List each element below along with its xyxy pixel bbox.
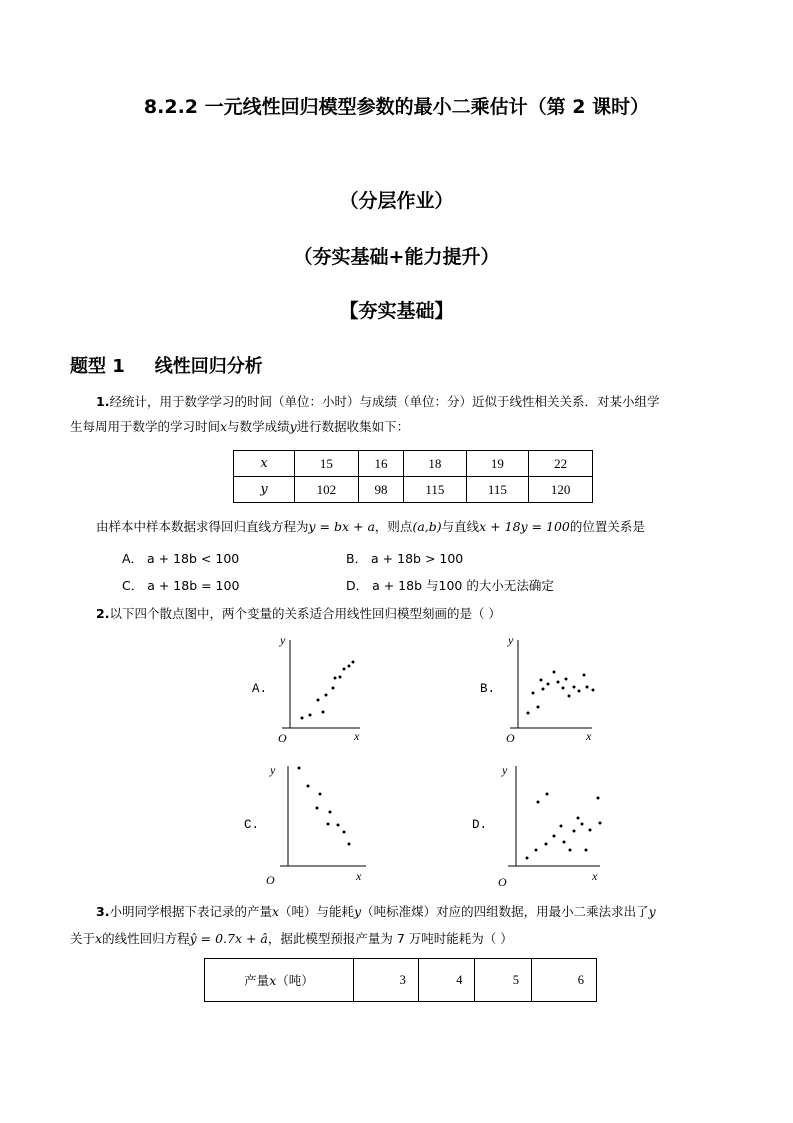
x-axis-label: x	[592, 869, 598, 883]
q1-option-a[interactable]: A． a + 18b < 100	[122, 551, 240, 566]
data-point	[560, 825, 563, 828]
data-point	[352, 661, 355, 664]
data-point	[329, 811, 332, 814]
data-point	[563, 841, 566, 844]
q2-number: 2.	[96, 606, 110, 621]
origin-label: O	[506, 731, 515, 745]
data-point	[322, 711, 325, 714]
table-cell: 6	[532, 959, 597, 1002]
table-cell: 22	[529, 451, 593, 477]
data-point	[301, 717, 304, 720]
table-cell: 5	[475, 959, 532, 1002]
data-point	[343, 831, 346, 834]
q1-var-y: y	[289, 419, 297, 434]
y-axis-label: y	[502, 763, 508, 777]
q3-var-x-2: x	[95, 931, 103, 946]
q3-var-x: x	[271, 904, 280, 919]
q1-line1	[96, 389, 736, 414]
section-heading	[70, 352, 263, 378]
q1-line2	[70, 414, 730, 439]
data-point	[592, 689, 595, 692]
data-point	[309, 714, 312, 717]
table-cell: 18	[404, 451, 466, 477]
q1-var-x: x	[220, 419, 228, 434]
data-point	[327, 823, 330, 826]
data-point	[568, 695, 571, 698]
q3-data-table	[204, 958, 597, 1002]
section-name: 线性回归分析	[154, 356, 263, 377]
data-point	[547, 683, 550, 686]
data-point	[339, 676, 342, 679]
data-point	[535, 849, 538, 852]
table-cell: 120	[529, 477, 593, 503]
data-point	[334, 677, 337, 680]
table-header-cell	[205, 959, 354, 1002]
subtitle-levels: （夯实基础+能力提升）	[293, 246, 500, 268]
q1-text1: 经统计，用于数学学习的时间（单位：小时）与成绩（单位：分）近似于线性相关关系．对某小组学	[109, 394, 660, 409]
x-axis-label: x	[356, 869, 362, 883]
origin-label: O	[266, 873, 275, 887]
q3-line2	[70, 926, 730, 951]
q1-text3d: 的位置关系是	[569, 519, 645, 534]
q2-text: 以下四个散点图中，两个变量的关系适合用线性回归模型刻画的是（ ）	[109, 606, 501, 621]
data-point	[578, 690, 581, 693]
data-point	[553, 835, 556, 838]
subtitle-layered-homework: （分层作业）	[339, 190, 454, 212]
data-point	[589, 829, 592, 832]
q3-text2c: ，据此模型预报产量为 7 万吨时能耗为（ ）	[267, 931, 513, 946]
q3-var-y-2: y	[648, 904, 656, 919]
table-cell: 98	[358, 477, 403, 503]
table-cell: 102	[295, 477, 359, 503]
data-point	[553, 671, 556, 674]
section-label: 题型 1	[70, 356, 125, 377]
y-axis-label: y	[508, 633, 514, 647]
table-header-unit: （吨）	[276, 973, 314, 988]
table-cell: 3	[353, 959, 418, 1002]
data-point	[583, 674, 586, 677]
data-point	[537, 801, 540, 804]
origin-label: O	[278, 731, 287, 745]
table-row	[234, 451, 593, 477]
q1-text3a: 由样本中样本数据求得回归直线方程为	[96, 519, 309, 534]
origin-label: O	[498, 875, 507, 888]
q1-option-c[interactable]: C． a + 18b = 100	[122, 578, 240, 593]
q1-option-d[interactable]: D． a + 18b 与100 的大小无法确定	[346, 578, 554, 593]
table-cell: 16	[358, 451, 403, 477]
q2-label-a[interactable]: A.	[252, 682, 268, 696]
table-cell: 4	[418, 959, 475, 1002]
q3-line1	[96, 899, 746, 924]
data-point	[597, 797, 600, 800]
scatter-plot-c	[262, 756, 372, 888]
q3-number: 3.	[96, 904, 110, 919]
q1-number: 1.	[96, 394, 110, 409]
q2-label-b[interactable]: B.	[480, 682, 496, 696]
q3-var-y: y	[354, 904, 362, 919]
data-point	[325, 694, 328, 697]
q2-label-c[interactable]: C.	[244, 818, 260, 832]
q3-text2b: 的线性回归方程	[102, 931, 190, 946]
q2-label-d[interactable]: D.	[472, 818, 488, 832]
q1-line3	[96, 514, 736, 539]
scatter-points	[298, 767, 351, 846]
data-point	[586, 686, 589, 689]
data-point	[307, 785, 310, 788]
q1-text2a: 生每周用于数学的学习时间	[70, 419, 221, 434]
y-axis-label: y	[280, 633, 286, 647]
scatter-points	[301, 661, 355, 720]
table-cell: x	[234, 451, 295, 477]
data-point	[316, 807, 319, 810]
scatter-points	[526, 793, 602, 860]
data-point	[585, 849, 588, 852]
x-axis-label: x	[354, 729, 360, 743]
q2-line	[96, 601, 736, 626]
table-cell: 15	[295, 451, 359, 477]
data-point	[337, 824, 340, 827]
data-point	[527, 712, 530, 715]
scatter-plot-a	[272, 628, 372, 748]
table-row	[205, 959, 597, 1002]
y-axis-label: y	[270, 763, 276, 777]
data-point	[348, 665, 351, 668]
q1-regression-eq: y = bx + a	[308, 519, 375, 534]
data-point	[573, 686, 576, 689]
data-point	[557, 681, 560, 684]
q1-text2c: 进行数据收集如下：	[296, 419, 410, 434]
q1-line-eq: x + 18y = 100	[479, 519, 570, 534]
data-point	[332, 687, 335, 690]
data-point	[577, 817, 580, 820]
table-header-label: 产量	[244, 973, 270, 988]
table-cell: y	[234, 477, 295, 503]
table-cell: 115	[466, 477, 528, 503]
subtitle-basics: 【夯实基础】	[339, 300, 454, 322]
data-point	[537, 706, 540, 709]
q1-option-b[interactable]: B． a + 18b > 100	[346, 551, 464, 566]
data-point	[348, 843, 351, 846]
q3-text1a: 小明同学根据下表记录的产量	[109, 904, 272, 919]
x-axis-label: x	[586, 729, 592, 743]
data-point	[298, 767, 301, 770]
table-header-var: x	[269, 973, 277, 988]
data-point	[319, 793, 322, 796]
q1-point: (a,b)	[412, 519, 442, 534]
data-point	[526, 857, 529, 860]
data-point	[317, 699, 320, 702]
data-point	[569, 849, 572, 852]
data-point	[573, 830, 576, 833]
scatter-plot-d	[494, 756, 608, 888]
data-point	[343, 668, 346, 671]
data-point	[581, 823, 584, 826]
data-point	[599, 822, 602, 825]
q1-data-table	[233, 450, 593, 503]
table-row	[234, 477, 593, 503]
data-point	[546, 793, 549, 796]
q3-text1c: （吨标准煤）对应的四组数据，用最小二乘法求出了	[361, 904, 649, 919]
q3-regression-eq: ŷ = 0.7x + â	[189, 931, 268, 946]
scatter-plot-b	[500, 628, 604, 748]
q1-text2b: 与数学成绩	[227, 419, 290, 434]
data-point	[562, 687, 565, 690]
scatter-points	[527, 671, 595, 715]
page-title: 8.2.2 一元线性回归模型参数的最小二乘估计（第 2 课时）	[143, 96, 650, 118]
data-point	[542, 688, 545, 691]
table-cell: 19	[466, 451, 528, 477]
q3-text1b: （吨）与能耗	[279, 904, 355, 919]
q3-text2a: 关于	[70, 931, 96, 946]
data-point	[565, 678, 568, 681]
table-cell: 115	[404, 477, 466, 503]
data-point	[532, 692, 535, 695]
data-point	[545, 843, 548, 846]
q1-text3c: 与直线	[441, 519, 480, 534]
data-point	[540, 679, 543, 682]
q1-text3b: ，则点	[374, 519, 413, 534]
